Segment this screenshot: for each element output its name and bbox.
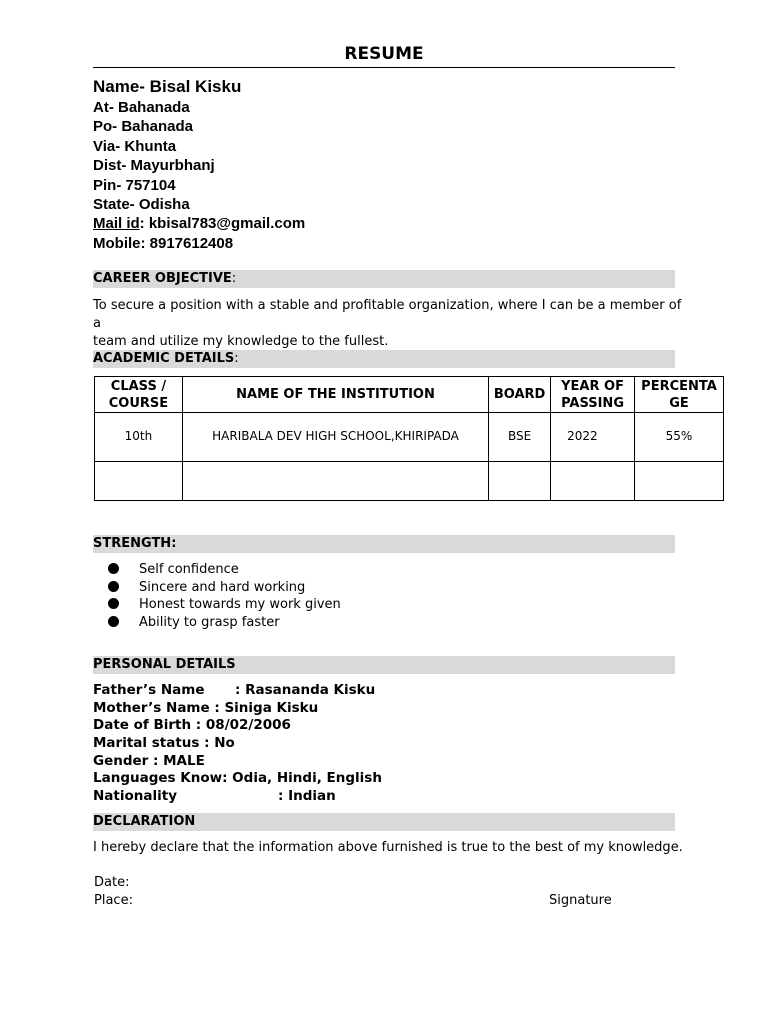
empty-cell: [635, 462, 724, 501]
bullet-icon: [108, 563, 119, 574]
header-class-line1: CLASS /: [110, 378, 167, 394]
header-percent-line1: PERCENTA: [641, 378, 717, 394]
signature-label: Signature: [549, 893, 612, 908]
strength-text: Ability to grasp faster: [139, 615, 280, 631]
empty-cell: [489, 462, 551, 501]
strength-text: Sincere and hard working: [139, 579, 306, 595]
header-year-line1: YEAR OF: [561, 378, 624, 394]
header-board: BOARD: [489, 377, 551, 413]
title-divider: [93, 67, 675, 68]
academic-table: [94, 376, 724, 501]
declaration-heading: DECLARATION: [93, 813, 675, 831]
academic-details-heading: [93, 350, 675, 368]
career-objective-heading: [93, 270, 675, 288]
header-percent-line2: GE: [669, 395, 689, 411]
nationality-label: Nationality: [93, 788, 177, 805]
career-objective-heading-text: CAREER OBJECTIVE: [93, 271, 232, 286]
candidate-name: Name- Bisal Kisku: [93, 77, 242, 96]
strength-text: Self confidence: [139, 562, 239, 577]
career-objective-line2: team and utilize my knowledge to the fullest.: [93, 334, 389, 349]
career-objective-colon: :: [231, 271, 237, 286]
empty-cell: [182, 462, 488, 501]
gender-line: Gender : MALE: [93, 752, 205, 769]
career-objective-text: [93, 297, 683, 351]
address-po: Po- Bahanada: [93, 118, 194, 136]
father-name-label: Father’s Name: [93, 682, 205, 698]
header-class-course: [95, 377, 183, 413]
father-name-value: : Rasananda Kisku: [235, 682, 376, 698]
declaration-text: I hereby declare that the information above furnished is true to the best of my knowledge.: [93, 840, 683, 855]
email-value: : kbisal783@gmail.com: [139, 215, 306, 233]
address-state: State- Odisha: [93, 195, 190, 213]
nationality-line: [93, 788, 382, 806]
table-row-empty: [95, 462, 724, 501]
header-year: [551, 377, 635, 413]
address-pin: Pin- 757104: [93, 176, 176, 194]
contact-block: [93, 76, 305, 253]
languages-line: Languages Know: Odia, Hindi, English: [93, 770, 382, 787]
cell-percentage: 55%: [635, 413, 724, 462]
resume-title: RESUME: [344, 44, 424, 64]
address-at: At- Bahanada: [93, 99, 190, 116]
place-label: Place:: [94, 893, 133, 908]
career-objective-line1: To secure a position with a stable and profitable organization, where I can be a member of a: [93, 298, 682, 331]
personal-details-heading: PERSONAL DETAILS: [93, 656, 675, 674]
strength-text: Honest towards my work given: [139, 597, 341, 613]
list-item: [108, 579, 341, 597]
bullet-icon: [108, 616, 119, 627]
academic-table-header: [95, 377, 724, 413]
academic-details-heading-text: ACADEMIC DETAILS: [93, 351, 235, 366]
header-class-line2: COURSE: [108, 395, 169, 411]
cell-board: BSE: [489, 413, 551, 462]
cell-institution: HARIBALA DEV HIGH SCHOOL,KHIRIPADA: [182, 413, 488, 462]
email-line: [93, 214, 305, 233]
father-name-line: [93, 682, 382, 700]
strength-heading: STRENGTH:: [93, 535, 675, 553]
header-percentage: [635, 377, 724, 413]
strength-list: [108, 561, 341, 632]
empty-cell: [95, 462, 183, 501]
mobile-line: Mobile: 8917612408: [93, 234, 234, 252]
nationality-value: : Indian: [278, 788, 336, 805]
header-institution: NAME OF THE INSTITUTION: [182, 377, 488, 413]
list-item: [108, 596, 341, 614]
date-label: Date:: [94, 875, 130, 890]
empty-cell: [551, 462, 635, 501]
mother-name-line: Mother’s Name : Siniga Kisku: [93, 699, 319, 716]
list-item: [108, 614, 341, 632]
table-row: [95, 413, 724, 462]
header-year-line2: PASSING: [561, 395, 624, 411]
email-label: Mail id: [93, 215, 140, 233]
cell-class: 10th: [95, 413, 183, 462]
bullet-icon: [108, 581, 119, 592]
academic-details-colon: :: [234, 351, 239, 366]
date-of-birth-line: Date of Birth : 08/02/2006: [93, 717, 291, 734]
list-item: [108, 561, 341, 579]
address-via: Via- Khunta: [93, 137, 177, 155]
personal-details-block: [93, 682, 382, 806]
marital-status-line: Marital status : No: [93, 735, 235, 752]
bullet-icon: [108, 598, 119, 609]
address-dist: Dist- Mayurbhanj: [93, 157, 215, 175]
cell-year: 2022: [551, 413, 635, 462]
